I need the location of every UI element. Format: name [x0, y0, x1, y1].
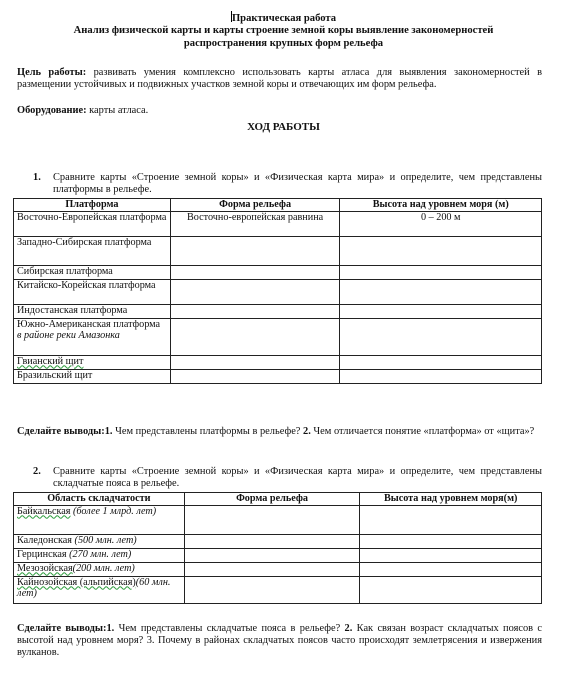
table-row: [14, 505, 542, 534]
folding-area-cell[interactable]: [14, 548, 185, 562]
task-2: [33, 466, 542, 492]
area-name: Байкальская: [17, 505, 71, 517]
goal-text: развивать умения комплексно использовать карты атласа для выявления закономерностей в размещении устойчивых и подвижных участков земной коры и отвечающих им форм рельефа.: [17, 67, 543, 90]
area-age: (500 млн. лет): [72, 534, 137, 546]
relief-cell[interactable]: [184, 534, 360, 548]
relief-cell[interactable]: [170, 236, 340, 265]
folding-area-cell[interactable]: [14, 505, 185, 534]
area-name: Кайнозойская (альпийская): [17, 576, 136, 588]
platform-cell[interactable]: Западно-Сибирская платформа: [14, 236, 171, 265]
title-line-1: Практическая работа: [231, 13, 337, 24]
doc-subtitle-line-1: Анализ физической карты и карты строение земной коры выявление закономерностей: [73, 25, 494, 36]
height-cell[interactable]: [360, 576, 542, 603]
area-age: (200 млн. лет): [72, 562, 135, 574]
task-1-text: Сравните карты «Строение земной коры» и «Физическая карта мира» и определите, чем представлены платформы в рельефе.: [53, 172, 542, 195]
conclusion-2: [17, 623, 542, 659]
table-row: [14, 318, 542, 355]
relief-cell[interactable]: [170, 265, 340, 279]
height-cell[interactable]: [340, 318, 542, 355]
height-cell[interactable]: 0 – 200 м: [340, 211, 542, 236]
column-header: Область складчатости: [14, 493, 185, 506]
doc-subtitle-line-2: распространения крупных форм рельефа: [183, 38, 384, 49]
question-text: Чем представлены складчатые пояса в рельефе?: [114, 623, 345, 634]
column-header: Высота над уровнем моря (м): [340, 199, 542, 212]
height-cell[interactable]: [340, 265, 542, 279]
table-row: [14, 355, 542, 369]
platform-cell[interactable]: [14, 355, 171, 369]
conclusion-1: [17, 426, 542, 438]
height-cell[interactable]: [340, 369, 542, 383]
folding-area-cell[interactable]: [14, 576, 185, 603]
platforms-table: [13, 198, 542, 384]
height-cell[interactable]: [360, 505, 542, 534]
table-row: [14, 576, 542, 603]
question-text: Чем отличается понятие «платформа» от «щита»?: [310, 426, 535, 437]
task-2-number: 2.: [33, 466, 41, 477]
question-number: 2.: [344, 623, 353, 634]
relief-cell[interactable]: [170, 355, 340, 369]
area-age: (более 1 млрд. лет): [70, 505, 157, 517]
question-text: Как связан возраст складчатых поясов с высотой над уровнем моря? 3. Почему в районах складчатых поясов часто происходят землетрясения и извержения вулканов.: [17, 623, 543, 658]
question-text: Чем представлены платформы в рельефе?: [112, 426, 304, 437]
question-number: 1.: [104, 426, 113, 437]
progress-heading: ХОД РАБОТЫ: [247, 121, 320, 133]
platform-cell[interactable]: Бразильский щит: [14, 369, 171, 383]
folding-area-cell[interactable]: [14, 534, 185, 548]
area-name: Мезозойская: [17, 562, 73, 574]
platform-cell[interactable]: Китайско-Корейская платформа: [14, 279, 171, 304]
conclusion-label: Сделайте выводы:: [17, 426, 105, 437]
height-cell[interactable]: [340, 304, 542, 318]
table-row: [14, 562, 542, 576]
task-1: [33, 172, 542, 198]
area-name: Герцинская: [17, 548, 67, 560]
table-row: [14, 369, 542, 383]
height-cell[interactable]: [360, 534, 542, 548]
relief-cell[interactable]: [184, 562, 360, 576]
relief-cell[interactable]: [170, 279, 340, 304]
platform-cell[interactable]: Восточно-Европейская платформа: [14, 211, 171, 236]
folding-table: [13, 492, 542, 604]
task-2-text: Сравните карты «Строение земной коры» и «Физическая карта мира» и определите, чем представлены складчатые пояса в рельефе.: [53, 466, 542, 489]
relief-cell[interactable]: [184, 505, 360, 534]
platform-note: в районе реки Амазонка: [17, 330, 120, 341]
relief-cell[interactable]: [184, 576, 360, 603]
height-cell[interactable]: [360, 562, 542, 576]
table-header-row: [14, 493, 542, 506]
goal-label: Цель работы:: [17, 67, 87, 78]
table-row: [14, 236, 542, 265]
table-row: [14, 534, 542, 548]
platform-name: Гвианский щит: [17, 355, 84, 367]
table-row: [14, 548, 542, 562]
height-cell[interactable]: [340, 236, 542, 265]
relief-cell[interactable]: [184, 548, 360, 562]
conclusion-label: Сделайте выводы:: [17, 623, 107, 634]
relief-cell[interactable]: Восточно-европейская равнина: [170, 211, 340, 236]
platform-name: Южно-Американская платформа: [17, 318, 161, 330]
area-age: (60 млн. лет): [17, 576, 171, 599]
column-header: Форма рельефа: [184, 493, 360, 506]
question-number: 2.: [303, 426, 311, 437]
table-row: [14, 279, 542, 304]
area-age: (270 млн. лет): [66, 548, 132, 560]
column-header: Высота над уровнем моря(м): [360, 493, 542, 506]
platform-cell[interactable]: [14, 318, 171, 355]
column-header: Форма рельефа: [170, 199, 340, 212]
table-row: [14, 211, 542, 236]
doc-title: [0, 11, 567, 25]
table-row: [14, 304, 542, 318]
equipment-text: карты атласа.: [86, 105, 149, 116]
equipment-label: Оборудование:: [17, 105, 87, 116]
task-1-number: 1.: [33, 172, 41, 183]
relief-cell[interactable]: [170, 304, 340, 318]
height-cell[interactable]: [340, 279, 542, 304]
table-header-row: [14, 199, 542, 212]
relief-cell[interactable]: [170, 369, 340, 383]
area-name: Каледонская: [17, 534, 72, 546]
platform-cell[interactable]: Индостанская платформа: [14, 304, 171, 318]
height-cell[interactable]: [340, 355, 542, 369]
question-number: 1.: [106, 623, 115, 634]
height-cell[interactable]: [360, 548, 542, 562]
column-header: Платформа: [14, 199, 171, 212]
folding-area-cell[interactable]: [14, 562, 185, 576]
equipment-paragraph: [17, 105, 542, 117]
goal-paragraph: [17, 67, 542, 91]
table-row: [14, 265, 542, 279]
platform-cell[interactable]: Сибирская платформа: [14, 265, 171, 279]
relief-cell[interactable]: [170, 318, 340, 355]
